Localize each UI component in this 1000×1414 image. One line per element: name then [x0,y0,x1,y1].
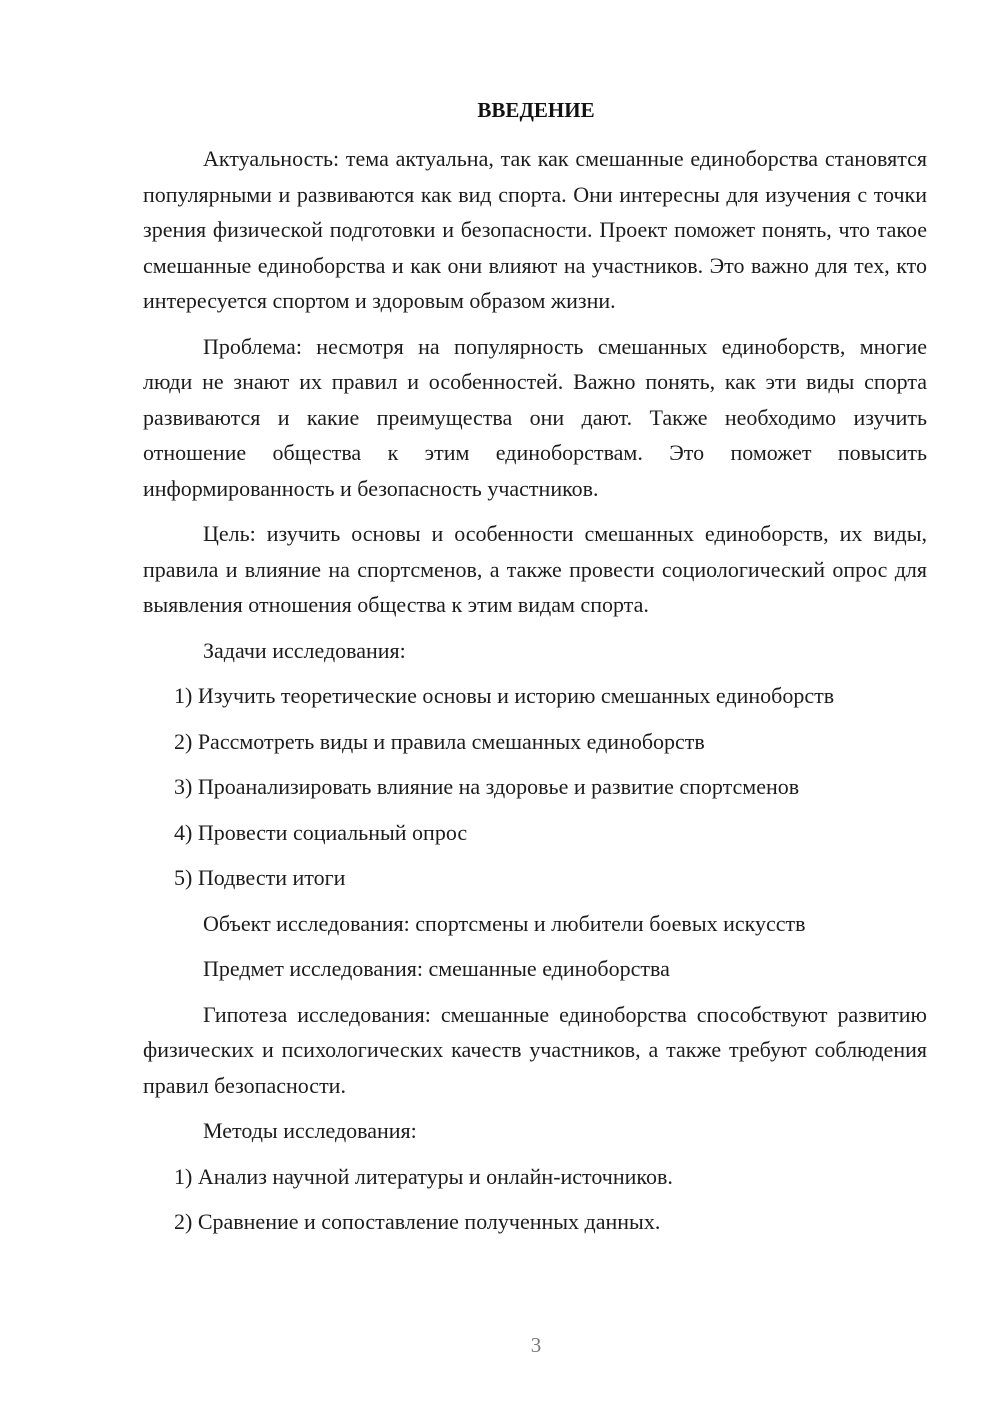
page-number: 3 [530,1333,542,1357]
relevance-paragraph: Актуальность: тема актуальна, так как смешанные единоборства становятся популярными и развиваются как вид спорта. Они интересны для изучения с точки зрения физической подготовки и безопасности. Проект поможет понять, что такое смешанные единоборства и как они влияют на участников. Это важно для тех, кто интересуется спортом и здоровым образом жизни. [143,146,927,313]
problem-paragraph: Проблема: несмотря на популярность смешанных единоборств, многие люди не знают их правил и особенностей. Важно понять, как эти виды спорта развиваются и какие преимущества они дают. Также необходимо изучить отношение общества к этим единоборствам. Это поможет повысить информированность и безопасность участников. [143,333,927,501]
task-item: 2) Рассмотреть виды и правила смешанных единоборств [174,728,705,754]
task-item: 1) Изучить теоретические основы и историю смешанных единоборств [174,683,835,708]
goal-paragraph: Цель: изучить основы и особенности смешанных единоборств, их виды, правила и влияние на спортсменов, а также провести социологический опрос для выявления отношения общества к этим видам спорта. [143,521,927,617]
task-item: 3) Проанализировать влияние на здоровье и развитие спортсменов [174,774,800,799]
hypothesis-paragraph: Гипотеза исследования: смешанные единоборства способствуют развитию физических и психологических качеств участников, а также требуют соблюдения правил безопасности. [143,1001,927,1098]
research-subject: Предмет исследования: смешанные единоборства [203,956,670,981]
method-item: 1) Анализ научной литературы и онлайн-источников. [174,1163,673,1189]
document-body [143,141,927,1250]
methods-label: Методы исследования: [203,1118,417,1143]
research-object: Объект исследования: спортсмены и любители боевых искусств [203,910,806,936]
method-item: 2) Сравнение и сопоставление полученных данных. [174,1209,661,1234]
page-title: ВВЕДЕНИЕ [477,98,595,122]
task-item: 4) Провести социальный опрос [174,819,468,845]
task-item: 5) Подвести итоги [174,865,346,890]
tasks-label: Задачи исследования: [203,637,406,663]
